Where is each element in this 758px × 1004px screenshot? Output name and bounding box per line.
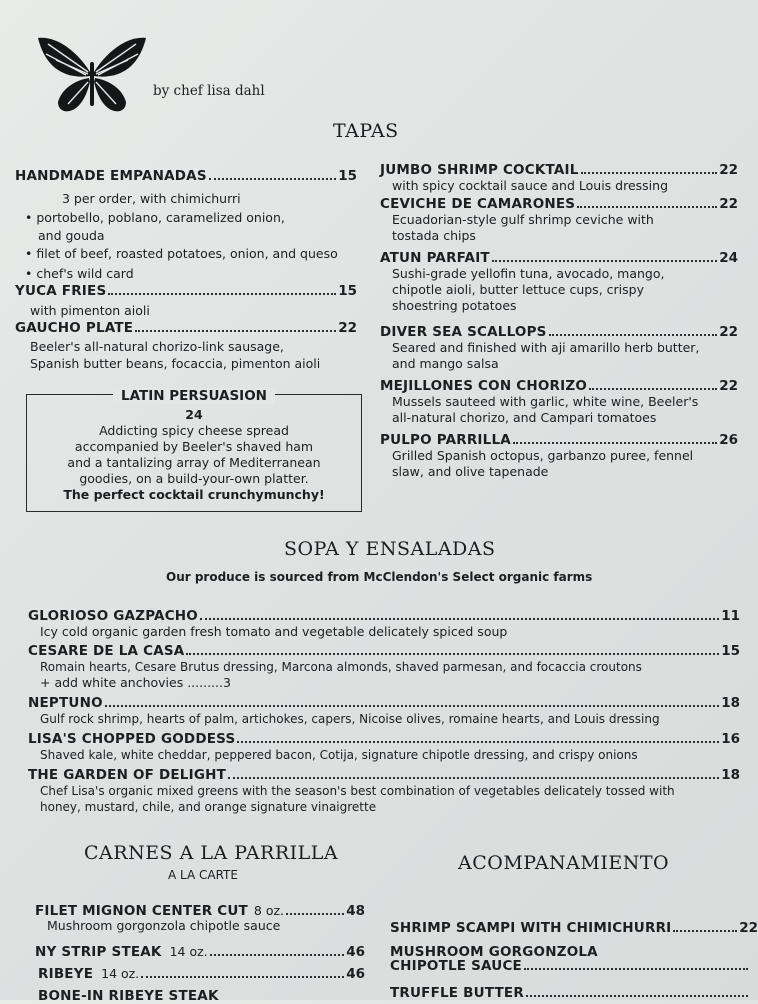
box-line: accompanied by Beeler's shaved ham [74,439,314,454]
item-name: NY STRIP STEAK [35,944,162,960]
menu-item [380,196,738,250]
empanada-option: • chef's wild card [25,266,134,282]
item-price: 18 [721,695,740,711]
carnes-sub: A LA CARTE [168,868,238,882]
item-desc: Chef Lisa's organic mixed greens with the season's best combination of vegetables delicately tossed with [40,784,675,798]
box-line: The perfect cocktail crunchymunchy! [63,487,325,502]
item-desc: + add white anchovies .........3 [40,675,231,690]
box-line: and a tantalizing array of Mediterranean [67,455,321,470]
item-price: 16 [721,731,740,747]
bonein-item: BONE-IN RIBEYE STEAK [38,988,219,1004]
item-name: GAUCHO PLATE [15,320,134,336]
item-price: 46 [346,944,365,960]
item-price: 22 [719,196,738,212]
acomp-title: ACOMPANAMIENTO [458,852,670,874]
item-size: 8 oz. [253,903,285,918]
item-desc: all-natural chorizo, and Campari tomatoes [392,410,657,425]
menu-item [28,643,740,695]
empanada-option: and gouda [38,228,105,243]
item-name: PULPO PARRILLA [380,432,511,448]
yuca-item [15,283,357,299]
item-name: SHRIMP SCAMPI WITH CHIMICHURRI [390,920,672,936]
item-desc: Icy cold organic garden fresh tomato and vegetable delicately spiced soup [40,624,508,639]
item-price: 22 [338,320,357,336]
item-desc: slaw, and olive tapenade [392,464,549,479]
item-name: GLORIOSO GAZPACHO [28,608,198,624]
box-line: goodies, on a build-your-own platter. [79,471,309,486]
item-desc: and mango salsa [392,356,499,371]
item-price: 46 [346,966,365,982]
item-price: 48 [346,903,365,919]
item-name: MEJILLONES CON CHORIZO [380,378,587,394]
menu-item [380,250,738,324]
sopa-list [28,608,740,819]
item-price: 15 [338,283,357,299]
item-size: 14 oz. [169,944,208,959]
item-name: FILET MIGNON CENTER CUT [35,903,248,919]
filet-desc: Mushroom gorgonzola chipotle sauce [47,918,281,933]
item-price: 22 [719,324,738,340]
item-price: 15 [338,168,357,184]
mushroom-item-line2 [390,958,750,974]
menu-item [28,767,740,819]
item-desc: Ecuadorian-style gulf shrimp ceviche with [392,212,654,227]
item-desc: with spicy cocktail sauce and Louis dressing [392,178,669,193]
menu-item [28,731,740,767]
item-desc: Romain hearts, Cesare Brutus dressing, Marcona almonds, shaved parmesan, and focaccia croutons [40,660,642,674]
item-price: 22 [719,162,738,178]
item-name: THE GARDEN OF DELIGHT [28,767,227,783]
menu-item [28,608,740,643]
item-name: HANDMADE EMPANADAS [15,168,207,184]
byline: by chef lisa dahl [153,83,265,99]
box-line: Addicting spicy cheese spread [99,423,289,438]
menu-item [380,378,738,432]
empanada-option: • portobello, poblano, caramelized onion, [25,210,285,226]
item-price: 18 [721,767,740,783]
carnes-title: CARNES A LA PARRILLA [84,842,339,864]
sopa-title: SOPA Y ENSALADAS [284,538,496,560]
box-price: 24 [185,407,203,422]
menu-item [28,695,740,731]
ny-item [35,944,365,960]
item-name: CHIPOTLE SAUCE [390,958,522,974]
tapas-title: TAPAS [333,120,399,142]
item-price: 26 [719,432,738,448]
item-name: YUCA FRIES [15,283,107,299]
item-size: 14 oz. [101,966,140,981]
truffle-item [390,985,750,1001]
item-name: ATUN PARFAIT [380,250,490,266]
empanadas-item [15,168,357,184]
menu-item [380,432,738,486]
shrimp-scampi-item [390,920,758,936]
item-name: NEPTUNO [28,695,103,711]
item-name: CEVICHE DE CAMARONES [380,196,576,212]
item-desc: Mussels sauteed with garlic, white wine, Beeler's [392,394,699,409]
gaucho-desc: Beeler's all-natural chorizo-link sausage, [30,339,284,354]
item-price: 24 [719,250,738,266]
ribeye-item [38,966,365,982]
item-desc: tostada chips [392,228,476,243]
sopa-note: Our produce is sourced from McClendon's Select organic farms [166,570,593,584]
butterfly-logo-icon [36,32,148,116]
empanadas-sub: 3 per order, with chimichurri [62,191,241,206]
menu-item [380,162,738,196]
item-desc: Grilled Spanish octopus, garbanzo puree, fennel [392,448,694,463]
item-desc: Seared and finished with aji amarillo herb butter, [392,340,700,355]
item-desc: shoestring potatoes [392,298,517,313]
item-desc: honey, mustard, chile, and orange signature vinaigrette [40,800,377,814]
item-name: CESARE DE LA CASA [28,643,185,659]
item-price: 15 [721,643,740,659]
item-price: 22 [739,920,758,936]
gaucho-desc: Spanish butter beans, focaccia, pimenton aioli [30,356,321,371]
item-desc: Gulf rock shrimp, hearts of palm, artichokes, capers, Nicoise olives, romaine hearts, and Louis dressing [40,712,660,726]
item-price: 22 [719,378,738,394]
empanada-option: • filet of beef, roasted potatoes, onion, and queso [25,246,338,262]
item-price: 11 [721,608,740,624]
item-name: TRUFFLE BUTTER [390,985,524,1001]
box-title: LATIN PERSUASION [113,388,275,404]
item-name: JUMBO SHRIMP COCKTAIL [380,162,579,178]
gaucho-item [15,320,357,336]
filet-item [35,903,365,919]
item-name: DIVER SEA SCALLOPS [380,324,547,340]
tapas-right-column [380,162,738,486]
item-desc: Shaved kale, white cheddar, peppered bacon, Cotija, signature chipotle dressing, and crispy onions [40,748,638,762]
menu-item [380,324,738,378]
item-name: LISA'S CHOPPED GODDESS [28,731,236,747]
item-name: RIBEYE [38,966,94,982]
item-desc: chipotle aioli, butter lettuce cups, crispy [392,282,644,297]
mushroom-item: MUSHROOM GORGONZOLA [390,944,598,960]
latin-persuasion-box [26,388,362,512]
item-desc: Sushi-grade yellofin tuna, avocado, mango, [392,266,665,281]
yuca-desc: with pimenton aioli [30,303,150,318]
